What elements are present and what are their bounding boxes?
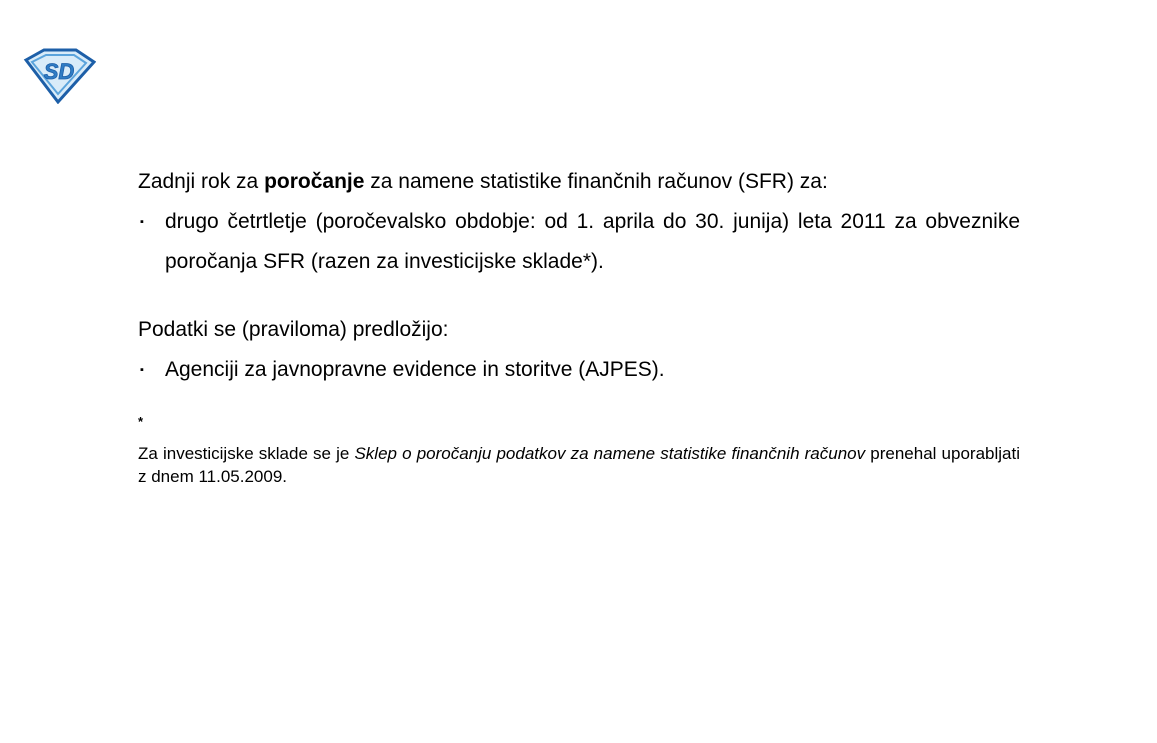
footnote-marker: * — [138, 414, 144, 429]
list-item — [138, 350, 1020, 390]
footnote-text — [138, 442, 1020, 488]
bullet-marker: ▪ — [140, 364, 144, 376]
deadline-list — [138, 202, 1020, 282]
logo-text: SD — [43, 59, 75, 84]
deadline-intro — [138, 162, 1020, 202]
slide-content — [138, 162, 1020, 488]
sd-logo — [22, 48, 96, 104]
deadline-intro-prefix: Zadnji rok za — [138, 170, 265, 193]
footnote-italic: Sklep o poročanju podatkov za namene statistike finančnih računov — [354, 444, 866, 463]
deadline-intro-bold: poročanje — [264, 170, 365, 193]
deadline-intro-suffix: za namene statistike finančnih računov (SFR) za: — [364, 170, 828, 193]
submission-list — [138, 350, 1020, 390]
footnote-prefix: Za investicijske sklade se je — [138, 444, 355, 463]
deadline-bullet-text: drugo četrtletje (poročevalsko obdobje: od 1. aprila do 30. junija) leta 2011 za obveznike poročanja SFR (razen za investicijske sklade*). — [165, 210, 1020, 273]
list-item — [138, 202, 1020, 282]
submission-intro: Podatki se (praviloma) predložijo: — [138, 318, 449, 341]
footnote-suffix: prenehal uporabljati z dnem 11.05.2009. — [138, 444, 1020, 486]
bullet-marker: ▪ — [140, 216, 144, 228]
submission-bullet-text: Agenciji za javnopravne evidence in storitve (AJPES). — [165, 358, 665, 381]
